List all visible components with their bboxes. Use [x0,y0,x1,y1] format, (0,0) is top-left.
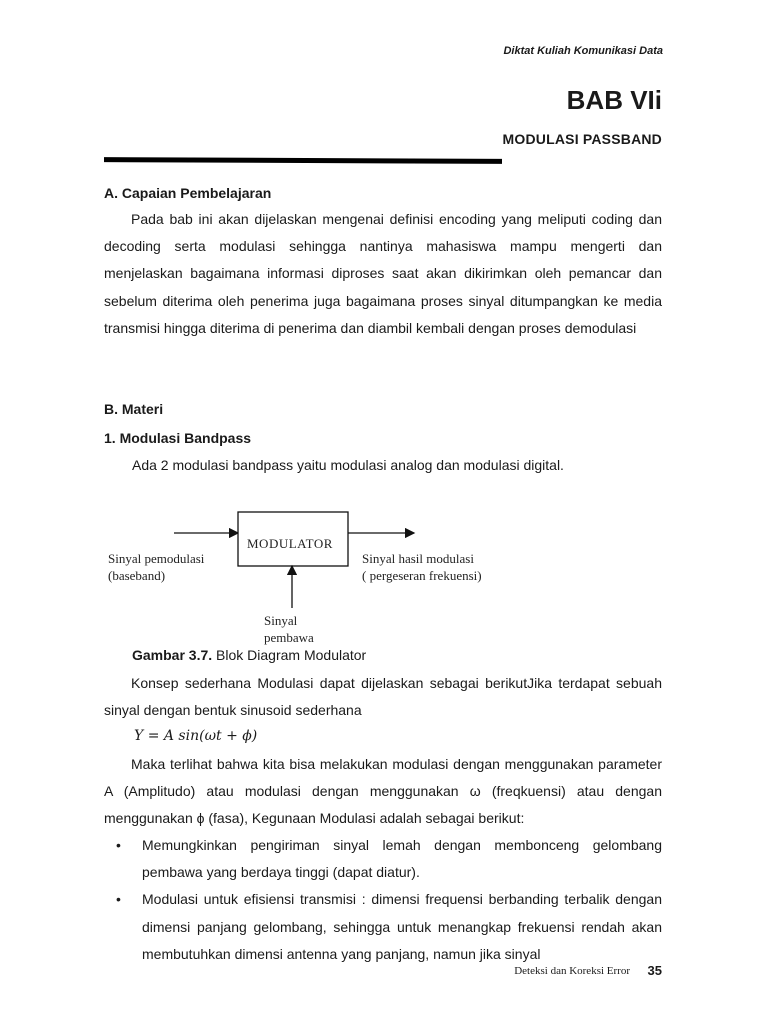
title-divider [104,157,502,164]
sinusoid-formula: Y = A sin(ωt + ϕ) [134,728,258,744]
bullet-icon: • [116,837,121,853]
usage-bullet-list [116,832,662,968]
list-item [116,832,662,886]
carrier-label: Sinyal [264,613,298,628]
section-a-heading: A. Capaian Pembelajaran [104,185,272,201]
subsection-intro: Ada 2 modulasi bandpass yaitu modulasi analog dan modulasi digital. [132,457,564,473]
output-label: Sinyal hasil modulasi [362,551,474,566]
subsection-heading: 1. Modulasi Bandpass [104,430,252,446]
running-header: Diktat Kuliah Komunikasi Data [503,45,663,57]
chapter-subtitle: MODULASI PASSBAND [502,131,662,147]
list-item-text: Memungkinkan pengiriman sinyal lemah dengan membonceng gelombang pembawa yang berdaya tinggi (dapat diatur). [142,837,662,881]
concept-paragraph: Konsep sederhana Modulasi dapat dijelaskan sebagai berikutJika terdapat sebuah sinyal dengan bentuk sinusoid sederhana [104,675,662,719]
page-number: 35 [647,963,662,978]
figure-caption [132,647,366,663]
carrier-label-sub: pembawa [264,630,314,645]
concept-paragraph-2: Maka terlihat bahwa kita bisa melakukan modulasi dengan menggunakan parameter A (Amplitudo) atau modulasi dengan menggunakan ω (freqkuensi) atau dengan menggunakan ϕ (fasa), Kegunaan Modulasi adalah sebagai berikut: [104,756,662,827]
modulator-label: MODULATOR [247,536,333,551]
figure-caption-number: Gambar 3.7. [132,647,213,663]
input-label-sub: (baseband) [108,568,166,583]
list-item-text: Modulasi untuk efisiensi transmisi : dimensi frequensi berbanding terbalik dengan dimensi panjang gelombang, sehingga untuk menangkap frekuensi rendah akan membutuhkan dimensi antenna yang panjang, namun jika sinyal [142,891,662,962]
modulator-block-diagram [104,500,524,650]
figure-caption-text: Blok Diagram Modulator [212,647,367,663]
list-item [116,886,662,968]
chapter-title: BAB VIi [566,85,662,115]
footer-title: Deteksi dan Koreksi Error [514,965,630,977]
input-label: Sinyal pemodulasi [108,551,205,566]
bullet-icon: • [116,891,121,908]
section-a-paragraph: Pada bab ini akan dijelaskan mengenai definisi encoding yang meliputi coding dan decoding serta modulasi sehingga nantinya mahasiswa mampu mengerti dan menjelaskan bagaimana informasi diproses saat akan dikirimkan oleh pemancar dan sebelum diterima oleh penerima juga bagaimana proses sinyal ditumpangkan ke media transmisi hingga diterima di penerima dan diambil kembali dengan proses demodulasi [104,211,662,336]
section-b-heading: B. Materi [104,401,164,417]
output-label-sub: ( pergeseran frekuensi) [362,568,482,583]
